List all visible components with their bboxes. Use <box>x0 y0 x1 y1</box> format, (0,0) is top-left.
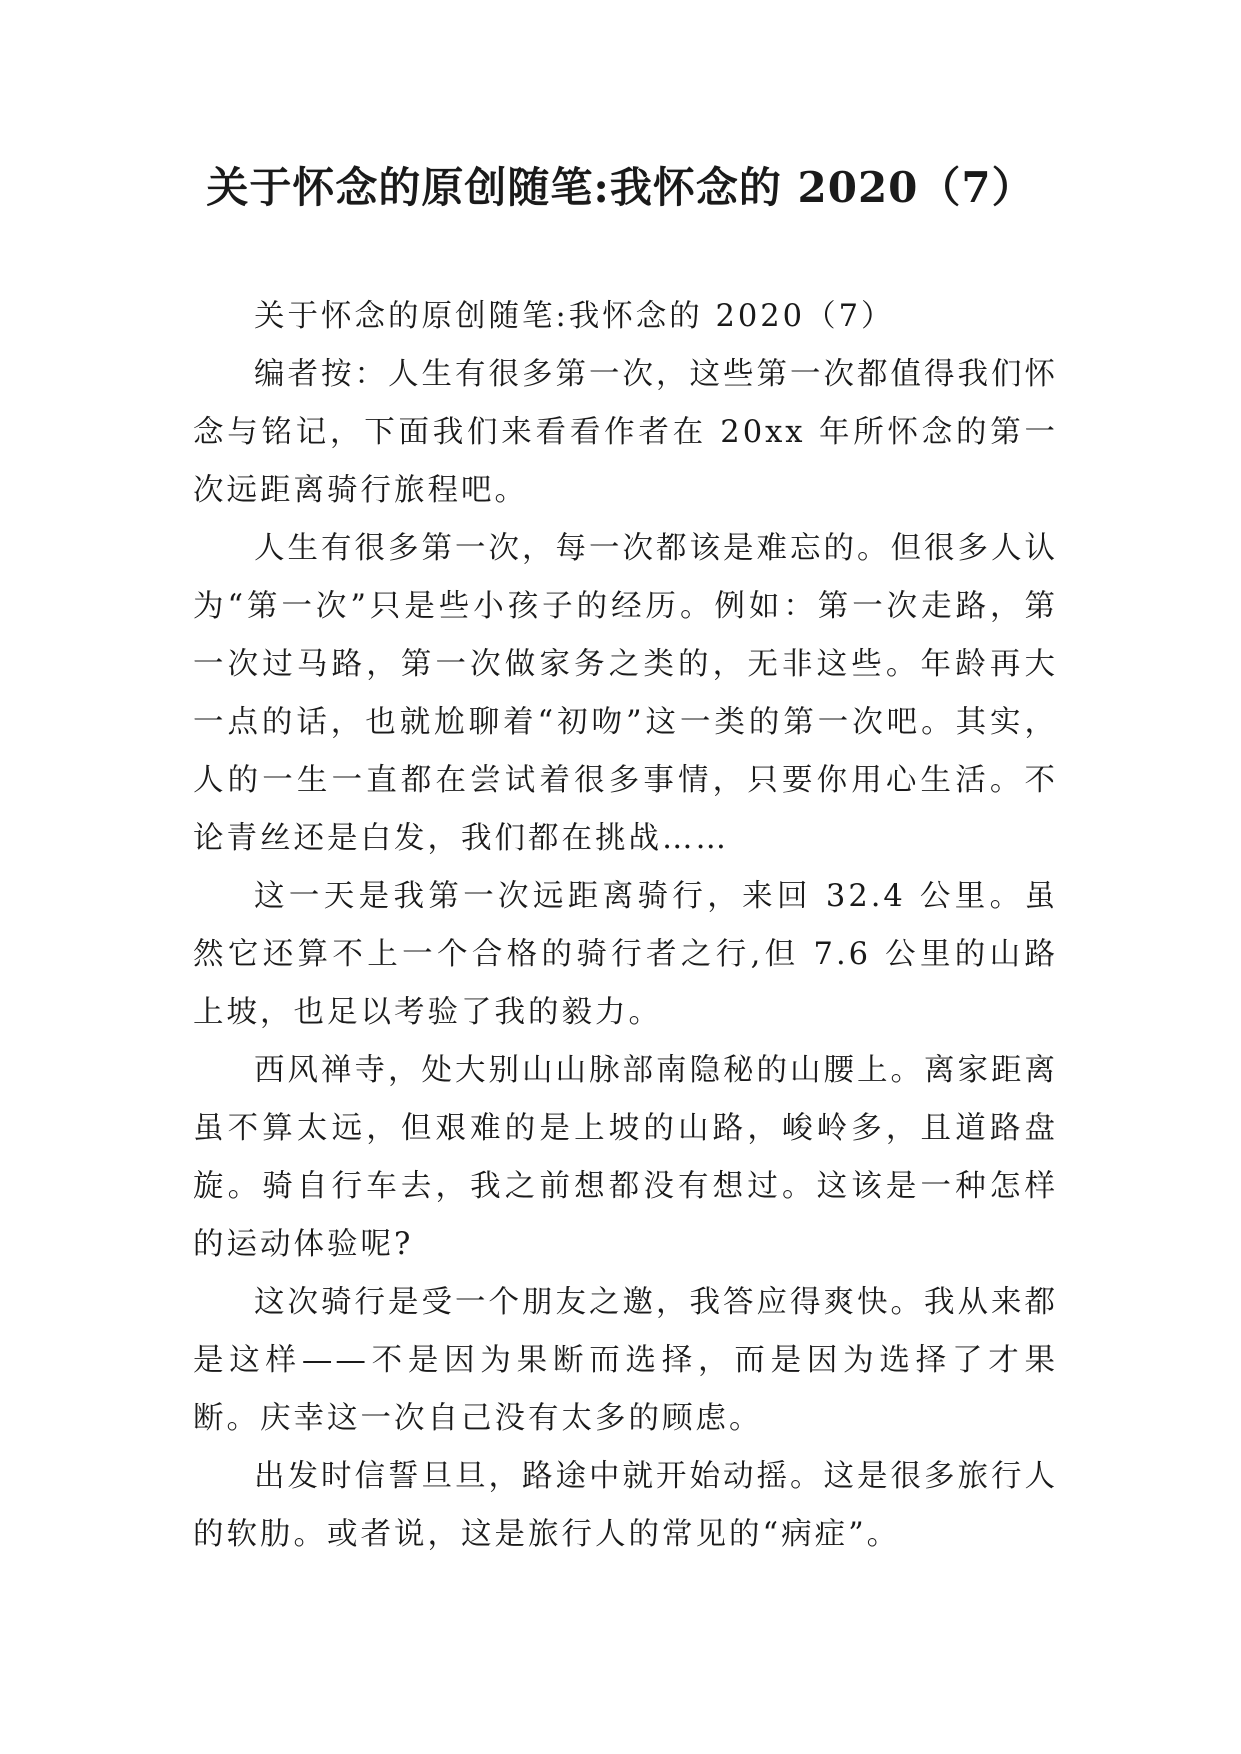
paragraph-subtitle: 关于怀念的原创随笔:我怀念的 2020（7） <box>254 299 895 334</box>
paragraph: 人生有很多第一次，每一次都该是难忘的。但很多人认为“第一次”只是些小孩子的经历。例如：第一次走路，第一次过马路，第一次做家务之类的，无非这些。年龄再大一点的话，也就尬聊着“初吻”这一类的第一次吧。其实，人的一生一直都在尝试着很多事情，只要你用心生活。不论青丝还是白发，我们都在挑战…… <box>193 531 1058 856</box>
paragraph: 西风禅寺，处大别山山脉部南隐秘的山腰上。离家距离虽不算太远，但艰难的是上坡的山路，峻岭多，且道路盘旋。骑自行车去，我之前想都没有想过。这该是一种怎样的运动体验呢? <box>193 1053 1058 1262</box>
paragraph: 出发时信誓旦旦，路途中就开始动摇。这是很多旅行人的软肋。或者说，这是旅行人的常见的“病症”。 <box>193 1459 1058 1552</box>
paragraph: 这次骑行是受一个朋友之邀，我答应得爽快。我从来都是这样——不是因为果断而选择，而是因为选择了才果断。庆幸这一次自己没有太多的顾虑。 <box>193 1285 1058 1436</box>
document-title: 关于怀念的原创随笔:我怀念的 2020（7） <box>206 163 1035 212</box>
paragraph: 这一天是我第一次远距离骑行，来回 32.4 公里。虽然它还算不上一个合格的骑行者之行,但 7.6 公里的山路上坡，也足以考验了我的毅力。 <box>193 879 1058 1030</box>
paragraph-editor-note: 编者按：人生有很多第一次，这些第一次都值得我们怀念与铭记，下面我们来看看作者在 20xx 年所怀念的第一次远距离骑行旅程吧。 <box>193 357 1058 508</box>
document-body <box>193 288 1058 1564</box>
